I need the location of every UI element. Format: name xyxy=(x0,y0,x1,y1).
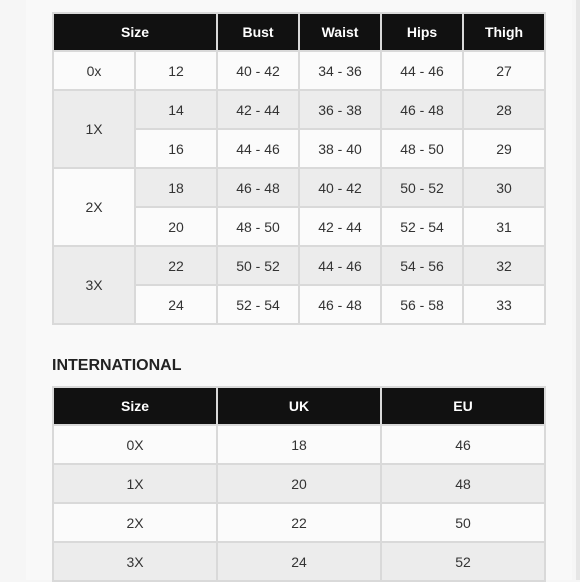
header-bust: Bust xyxy=(217,13,299,51)
table-row xyxy=(53,168,545,207)
header-size: Size xyxy=(53,387,217,425)
bust-value: 50 - 52 xyxy=(217,246,299,285)
bust-value: 46 - 48 xyxy=(217,168,299,207)
international-heading: INTERNATIONAL xyxy=(52,357,182,374)
waist-value: 46 - 48 xyxy=(299,285,381,324)
bust-value: 44 - 46 xyxy=(217,129,299,168)
waist-value: 38 - 40 xyxy=(299,129,381,168)
size-value: 1X xyxy=(53,464,217,503)
page-scrollbar[interactable] xyxy=(576,0,580,580)
waist-value: 40 - 42 xyxy=(299,168,381,207)
table-row xyxy=(53,425,545,464)
table-row xyxy=(53,246,545,285)
size-group-label: 3X xyxy=(53,246,135,324)
waist-value: 42 - 44 xyxy=(299,207,381,246)
header-size: Size xyxy=(53,13,217,51)
hips-value: 48 - 50 xyxy=(381,129,463,168)
eu-value: 50 xyxy=(381,503,545,542)
international-header-row xyxy=(53,387,545,425)
hips-value: 46 - 48 xyxy=(381,90,463,129)
waist-value: 44 - 46 xyxy=(299,246,381,285)
numeric-size: 20 xyxy=(135,207,217,246)
numeric-size: 16 xyxy=(135,129,217,168)
thigh-value: 33 xyxy=(463,285,545,324)
size-group-label: 1X xyxy=(53,90,135,168)
international-size-table xyxy=(52,386,546,582)
bust-value: 48 - 50 xyxy=(217,207,299,246)
numeric-size: 18 xyxy=(135,168,217,207)
eu-value: 46 xyxy=(381,425,545,464)
numeric-size: 14 xyxy=(135,90,217,129)
numeric-size: 12 xyxy=(135,51,217,90)
size-value: 0X xyxy=(53,425,217,464)
size-chart-table xyxy=(52,12,546,325)
hips-value: 50 - 52 xyxy=(381,168,463,207)
eu-value: 48 xyxy=(381,464,545,503)
thigh-value: 32 xyxy=(463,246,545,285)
table-row xyxy=(53,51,545,90)
size-group-label: 0x xyxy=(53,51,135,90)
hips-value: 56 - 58 xyxy=(381,285,463,324)
table-row xyxy=(53,503,545,542)
thigh-value: 27 xyxy=(463,51,545,90)
hips-value: 52 - 54 xyxy=(381,207,463,246)
numeric-size: 24 xyxy=(135,285,217,324)
table-row xyxy=(53,464,545,503)
numeric-size: 22 xyxy=(135,246,217,285)
header-eu: EU xyxy=(381,387,545,425)
header-hips: Hips xyxy=(381,13,463,51)
thigh-value: 31 xyxy=(463,207,545,246)
size-chart-header-row xyxy=(53,13,545,51)
thigh-value: 28 xyxy=(463,90,545,129)
eu-value: 52 xyxy=(381,542,545,581)
waist-value: 34 - 36 xyxy=(299,51,381,90)
hips-value: 54 - 56 xyxy=(381,246,463,285)
waist-value: 36 - 38 xyxy=(299,90,381,129)
header-thigh: Thigh xyxy=(463,13,545,51)
bust-value: 40 - 42 xyxy=(217,51,299,90)
uk-value: 22 xyxy=(217,503,381,542)
uk-value: 18 xyxy=(217,425,381,464)
bust-value: 52 - 54 xyxy=(217,285,299,324)
thigh-value: 29 xyxy=(463,129,545,168)
size-group-label: 2X xyxy=(53,168,135,246)
uk-value: 24 xyxy=(217,542,381,581)
header-waist: Waist xyxy=(299,13,381,51)
size-value: 3X xyxy=(53,542,217,581)
uk-value: 20 xyxy=(217,464,381,503)
thigh-value: 30 xyxy=(463,168,545,207)
size-value: 2X xyxy=(53,503,217,542)
table-row xyxy=(53,90,545,129)
table-row xyxy=(53,542,545,581)
header-uk: UK xyxy=(217,387,381,425)
hips-value: 44 - 46 xyxy=(381,51,463,90)
bust-value: 42 - 44 xyxy=(217,90,299,129)
